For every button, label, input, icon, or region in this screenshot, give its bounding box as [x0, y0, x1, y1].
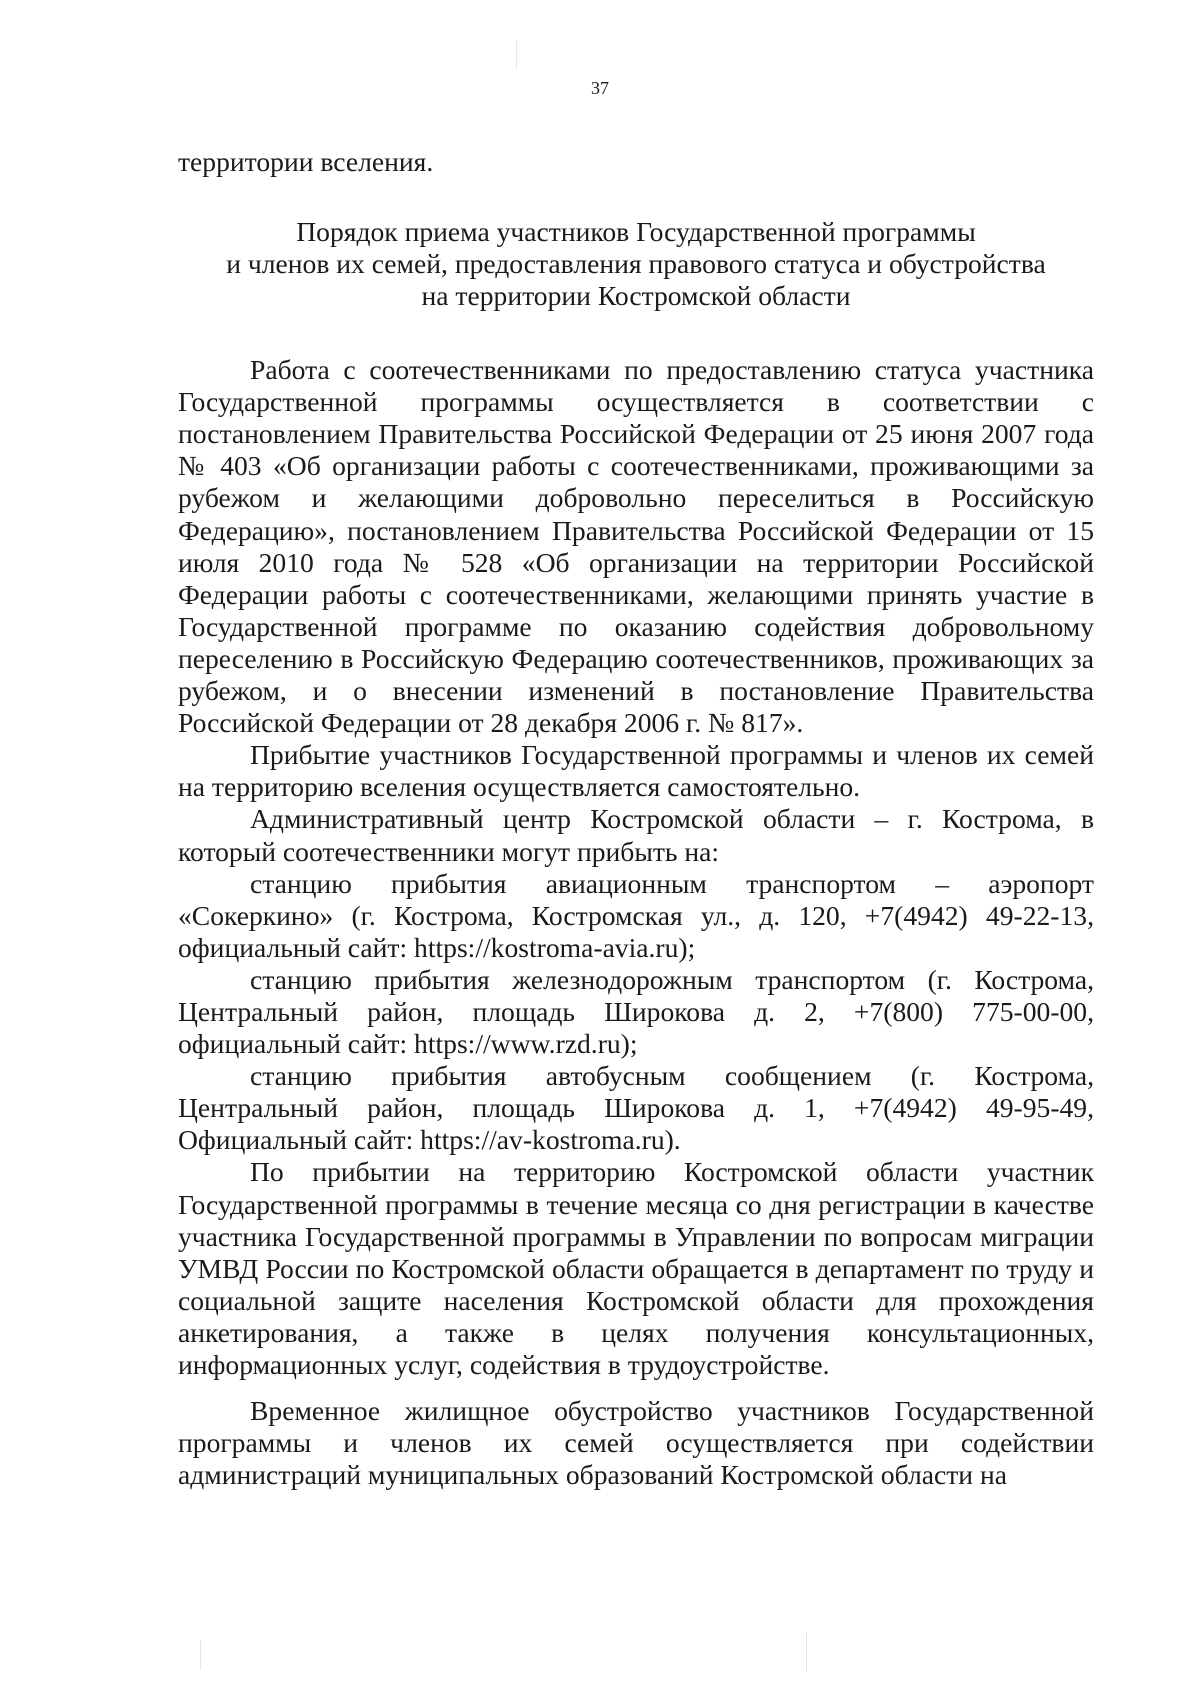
document-body [178, 146, 1094, 1491]
paragraph-airport-station: станцию прибытия авиационным транспортом – аэропорт «Сокеркино» (г. Кострома, Костромская ул., д. 120, +7(4942) 49-22-13, официальный сайт: https://kostroma-avia.ru); [178, 867, 1094, 963]
section-heading [178, 216, 1094, 312]
continuation-text: территории вселения. [178, 146, 434, 177]
paragraph-temporary-housing: Временное жилищное обустройство участников Государственной программы и членов их семей осуществляется при содействии администраций муниципальных образований Костромской области на [178, 1395, 1094, 1491]
scan-artifact-line [516, 40, 517, 70]
paragraph-bus-station: станцию прибытия автобусным сообщением (г. Кострома, Центральный район, площадь Широкова д. 1, +7(4942) 49-95-49, Официальный сайт: https://av-kostroma.ru). [178, 1060, 1094, 1156]
paragraph-railway-station: станцию прибытия железнодорожным транспортом (г. Кострома, Центральный район, площадь Широкова д. 2, +7(800) 775-00-00, официальный сайт: https://www.rzd.ru); [178, 963, 1094, 1060]
section-heading-line: Порядок приема участников Государственной программы [296, 216, 976, 248]
page-number: 37 [591, 78, 609, 98]
scan-artifact-line [806, 1632, 807, 1672]
scan-artifact-line [200, 1640, 201, 1670]
paragraph-arrival: Прибытие участников Государственной программы и членов их семей на территорию вселения осуществляется самостоятельно. [178, 739, 1094, 803]
paragraph-admin-center: Административный центр Костромской области – г. Кострома, в который соотечественники могут прибыть на: [178, 803, 1094, 867]
section-heading-line: и членов их семей, предоставления правового статуса и обустройства [226, 248, 1046, 280]
paragraph-registration: По прибытии на территорию Костромской области участник Государственной программы в течение месяца со дня регистрации в качестве участника Государственной программы в Управлении по вопросам миграции УМВД России по Костромской области обращается в департамент по труду и социальной защите населения Костромской области для прохождения анкетирования, а также в целях получения консультационных, информационных услуг, содействия в трудоустройстве. [178, 1156, 1094, 1380]
section-heading-line: на территории Костромской области [421, 280, 851, 312]
paragraph-legal-basis: Работа с соотечественниками по предоставлению статуса участника Государственной программы осуществляется в соответствии с постановлением Правительства Российской Федерации от 25 июня 2007 года № 403 «Об организации работы с соотечественниками, проживающими за рубежом и желающими добровольно переселиться в Российскую Федерацию», постановлением Правительства Российской Федерации от 15 июля 2010 года № 528 «Об организации на территории Российской Федерации работы с соотечественниками, желающими принять участие в Государственной программе по оказанию содействия добровольному переселению в Российскую Федерацию соотечественников, проживающих за рубежом, и о внесении изменений в постановление Правительства Российской Федерации от 28 декабря 2006 г. № 817». [178, 354, 1094, 739]
